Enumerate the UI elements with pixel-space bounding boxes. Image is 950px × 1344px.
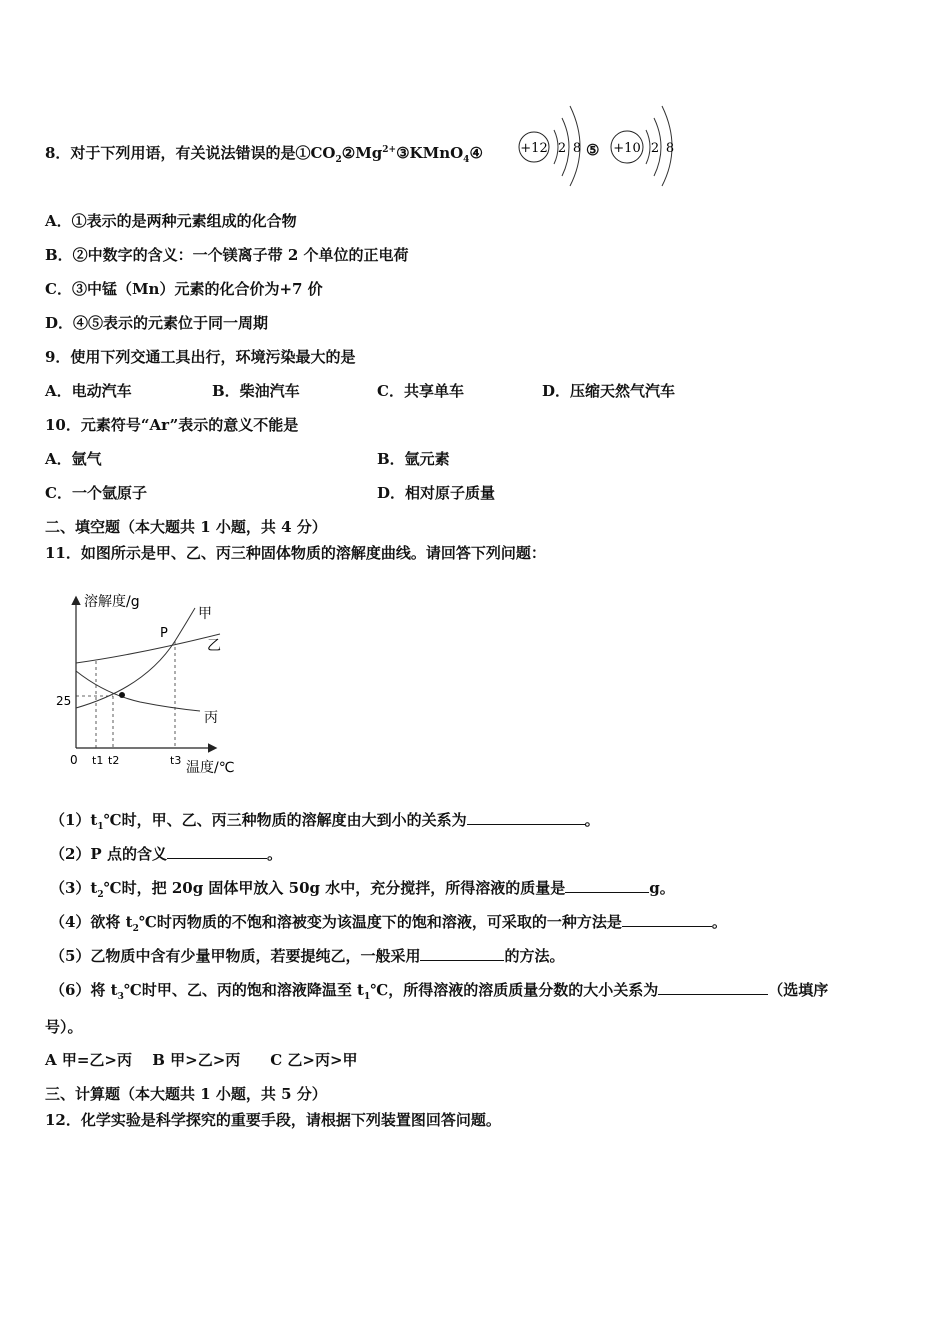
q9-option-b: B．柴油汽车 (212, 382, 300, 400)
q9-option-d: D．压缩天然气汽车 (542, 382, 676, 400)
answer-blank-4[interactable] (622, 912, 712, 927)
circle-5-line (586, 140, 599, 160)
q9-option-c: C．共享单车 (377, 382, 464, 400)
atom-structure-5 (606, 100, 686, 194)
q11-choices: A 甲=乙>丙 B 甲>乙>丙 C 乙>丙>甲 (45, 1051, 358, 1069)
x-axis-label: 温度/℃ (186, 760, 235, 776)
q10-option-a: A．氩气 (45, 450, 102, 468)
circle-5: ⑤ (586, 141, 600, 159)
co2-formula: $CO_2$ (310, 144, 342, 165)
q11-part-6: （6）将 $t_3℃$时甲、乙、丙的饱和溶液降温至 $t_1℃$，所得溶液的溶质质量分数的大小关系为 （选填序 (50, 981, 829, 1002)
mg-ion: $Mg^{2+}$ (355, 144, 397, 162)
section-3-heading: 三、计算题（本大题共 1 小题，共 5 分） (45, 1085, 327, 1103)
section-2-heading: 二、填空题（本大题共 1 小题，共 4 分） (45, 518, 327, 536)
q8-stem-line (45, 140, 483, 170)
q11-part-3: $(3)t_2℃$时，把 20g 固体甲放入 50g 水中，充分搅拌，所得溶液的质量是 g。 (50, 879, 675, 900)
y-axis-label: 溶解度/g (84, 594, 140, 610)
q8-stem: 8．对于下列用语，有关说法错误的是① (45, 144, 311, 162)
atom4-shell2: 8 (572, 141, 582, 156)
x-tick-t1: t1 (92, 754, 104, 767)
answer-blank-2[interactable] (167, 844, 267, 859)
q9-option-a: A．电动汽车 (45, 382, 132, 400)
circle-3: ③ (396, 144, 410, 162)
atom4-nucleus: +12 (520, 141, 548, 156)
intersection-point-t2 (119, 692, 125, 698)
series-jia-label: 甲 (198, 606, 212, 622)
q9-stem: 9．使用下列交通工具出行，环境污染最大的是 (45, 348, 356, 366)
point-p-label: P (160, 626, 168, 641)
atom5-shell2: 8 (665, 141, 675, 156)
q11-stem: 11．如图所示是甲、乙、丙三种固体物质的溶解度曲线。请回答下列问题： (45, 544, 546, 562)
series-yi-curve (76, 634, 220, 663)
atom5-shell1: 2 (650, 141, 660, 156)
q8-option-d: D．④⑤表示的元素位于同一周期 (45, 314, 269, 332)
q8-option-b: B．②中数字的含义：一个镁离子带 2 个单位的正电荷 (45, 246, 409, 264)
atom5-nucleus: +10 (613, 141, 641, 156)
atom-structure-4 (514, 100, 594, 194)
q12-stem: 12．化学实验是科学探究的重要手段，请根据下列装置图回答问题。 (45, 1111, 501, 1129)
q8-option-a: A．①表示的是两种元素组成的化合物 (45, 212, 297, 230)
answer-blank-6[interactable] (658, 980, 768, 995)
series-jia-curve (76, 608, 195, 708)
kmno4-formula: KMnO$_4$ (409, 144, 470, 165)
solubility-chart (50, 588, 250, 778)
atom4-shell1: 2 (557, 141, 567, 156)
q11-part-1: $(1)t_1℃$时，甲、乙、丙三种物质的溶解度由大到小的关系为 。 (50, 811, 600, 832)
q10-option-c: C．一个氩原子 (45, 484, 147, 502)
q11-part-2: （2）P 点的含义 。 (50, 845, 282, 863)
answer-blank-3[interactable] (565, 878, 649, 893)
origin-label: 0 (70, 753, 78, 767)
series-bing-curve (76, 671, 200, 711)
q10-option-d: D．相对原子质量 (377, 484, 496, 502)
q11-part-5: （5）乙物质中含有少量甲物质，若要提纯乙，一般采用 的方法。 (50, 947, 565, 965)
q10-stem: 10．元素符号“Ar”表示的意义不能是 (45, 416, 299, 434)
q8-option-c: C．③中锰（Mn）元素的化合价为+7 价 (45, 280, 323, 298)
circle-2: ② (341, 144, 356, 162)
q10-option-b: B．氩元素 (377, 450, 450, 468)
y-tick-25: 25 (56, 694, 72, 708)
x-tick-t2: t2 (108, 754, 120, 767)
series-yi-label: 乙 (207, 638, 221, 654)
circle-4: ④ (469, 144, 483, 162)
answer-blank-1[interactable] (467, 810, 585, 825)
q11-part-4: （4）欲将 $t_2℃$时丙物质的不饱和溶被变为该温度下的饱和溶液，可采取的一种方法是 。 (50, 913, 727, 934)
x-tick-t3: t3 (170, 754, 182, 767)
answer-blank-5[interactable] (420, 946, 504, 961)
q11-part-6-cont: 号）。 (45, 1018, 83, 1036)
series-bing-label: 丙 (204, 710, 218, 726)
